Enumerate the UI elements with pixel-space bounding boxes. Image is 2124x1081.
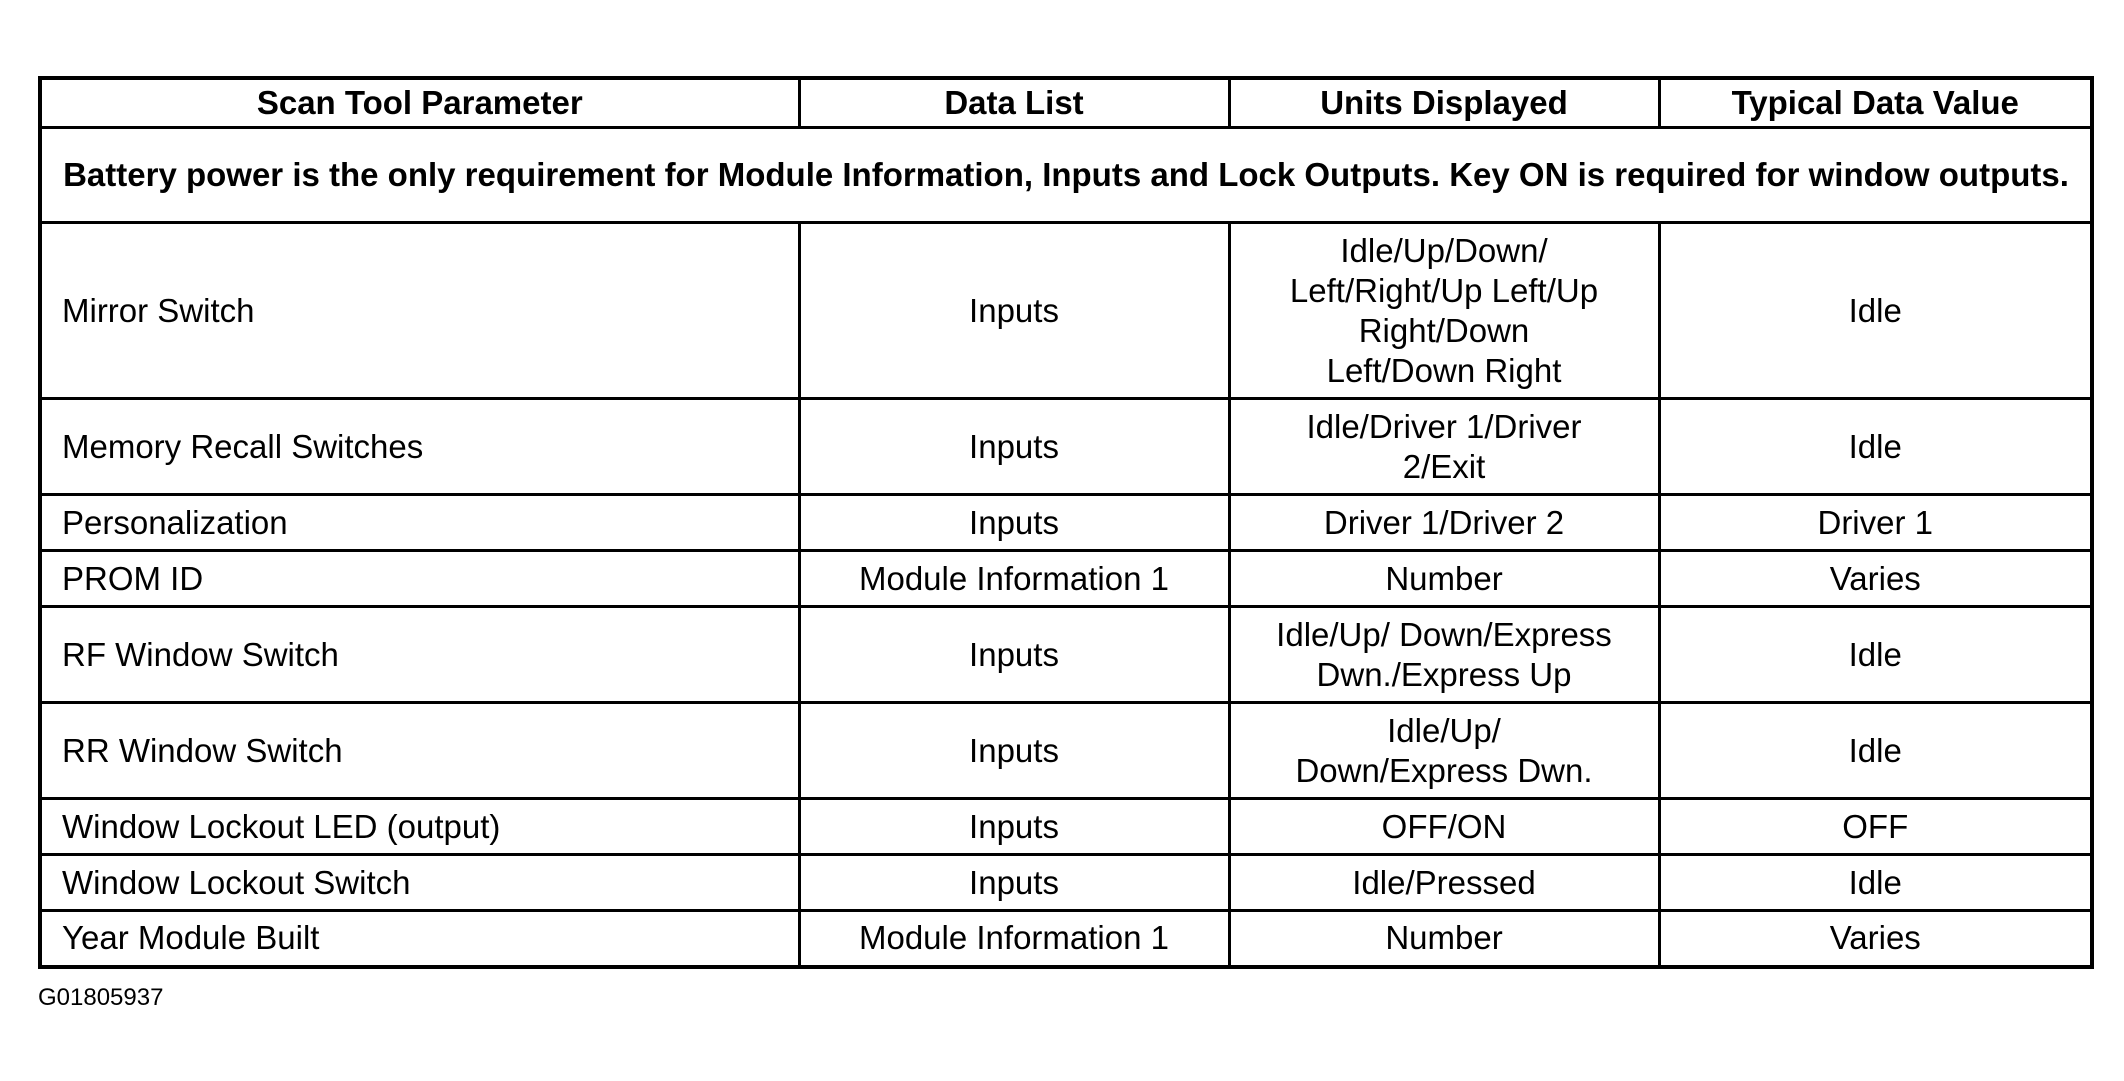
header-row	[40, 78, 2092, 128]
data-list-cell: Inputs	[799, 855, 1229, 911]
data-list-cell: Inputs	[799, 799, 1229, 855]
typical-value-cell: Varies	[1659, 551, 2092, 607]
typical-value-cell: Idle	[1659, 607, 2092, 703]
header-units-displayed: Units Displayed	[1229, 78, 1659, 128]
table-row	[40, 911, 2092, 967]
units-cell: Idle/Up/ Down/Express Dwn.	[1295, 711, 1593, 789]
header-typical-data-value: Typical Data Value	[1659, 78, 2092, 128]
units-cell: Idle/Up/Down/ Left/Right/Up Left/Up Right/Down Left/Down Right	[1289, 231, 1599, 389]
typical-value-cell: Idle	[1659, 399, 2092, 495]
units-cell: Driver 1/Driver 2	[1323, 503, 1565, 541]
data-list-cell: Module Information 1	[799, 911, 1229, 967]
units-cell: Number	[1385, 919, 1503, 957]
data-list-cell: Module Information 1	[799, 551, 1229, 607]
table-row	[40, 551, 2092, 607]
data-list-cell: Inputs	[799, 703, 1229, 799]
typical-value-cell: Driver 1	[1659, 495, 2092, 551]
data-list-cell: Inputs	[799, 399, 1229, 495]
typical-value-cell: Idle	[1659, 223, 2092, 399]
parameter-cell: Window Lockout Switch	[40, 855, 799, 911]
table-row	[40, 223, 2092, 399]
parameter-cell: Memory Recall Switches	[40, 399, 799, 495]
data-list-cell: Inputs	[799, 223, 1229, 399]
figure-id-label: G01805937	[38, 984, 164, 1011]
typical-value-cell: Idle	[1659, 855, 2092, 911]
parameter-cell: RF Window Switch	[40, 607, 799, 703]
units-cell: Idle/Pressed	[1352, 863, 1536, 901]
typical-value-cell: OFF	[1659, 799, 2092, 855]
parameter-cell: Window Lockout LED (output)	[40, 799, 799, 855]
units-cell: Number	[1385, 559, 1503, 597]
parameter-cell: Mirror Switch	[40, 223, 799, 399]
units-cell: Idle/Up/ Down/Express Dwn./Express Up	[1276, 615, 1612, 693]
table-row	[40, 855, 2092, 911]
note-row	[40, 128, 2092, 223]
typical-value-cell: Varies	[1659, 911, 2092, 967]
table-row	[40, 799, 2092, 855]
table-row	[40, 495, 2092, 551]
table-row	[40, 703, 2092, 799]
data-list-cell: Inputs	[799, 607, 1229, 703]
header-scan-tool-parameter: Scan Tool Parameter	[40, 78, 799, 128]
data-list-cell: Inputs	[799, 495, 1229, 551]
units-cell: OFF/ON	[1381, 807, 1507, 845]
parameter-cell: PROM ID	[40, 551, 799, 607]
typical-value-cell: Idle	[1659, 703, 2092, 799]
table-row	[40, 607, 2092, 703]
units-cell: Idle/Driver 1/Driver 2/Exit	[1306, 407, 1582, 485]
parameter-cell: RR Window Switch	[40, 703, 799, 799]
scan-tool-data-table	[38, 76, 2094, 969]
requirement-note: Battery power is the only requirement for Module Information, Inputs and Lock Outputs. Key ON is required for window outputs.	[40, 128, 2092, 223]
header-data-list: Data List	[799, 78, 1229, 128]
parameter-cell: Personalization	[40, 495, 799, 551]
table-row	[40, 399, 2092, 495]
parameter-cell: Year Module Built	[40, 911, 799, 967]
